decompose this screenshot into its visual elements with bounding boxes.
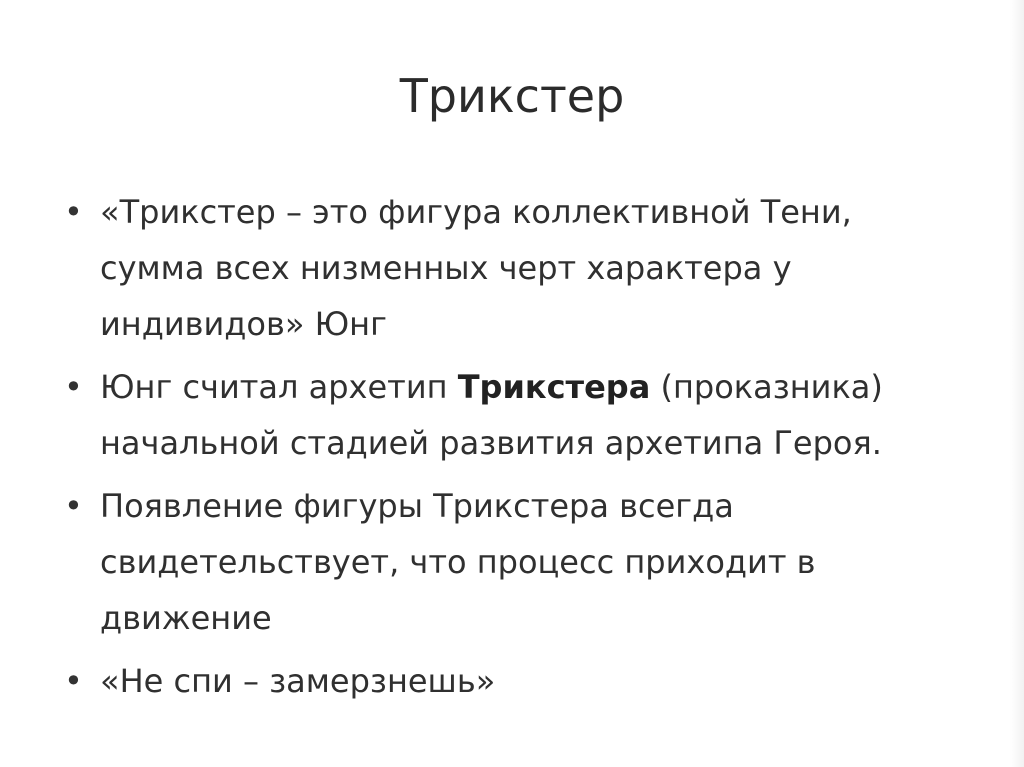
bullet-text-3: Появление фигуры Трикстера всегда свидетельствует, что процесс приходит в движение xyxy=(100,487,816,637)
bullet-text-2 xyxy=(100,359,944,471)
bullet-list xyxy=(64,184,944,716)
bullet-text-2-bold: Трикстера xyxy=(457,368,651,406)
bullet-marker: • xyxy=(64,487,83,525)
bullet-item-2 xyxy=(64,359,944,471)
bullet-item-4 xyxy=(64,653,944,709)
bullet-text-2-before: Юнг считал архетип xyxy=(100,368,458,406)
bullet-text-4: «Не спи – замерзнешь» xyxy=(100,662,496,700)
bullet-marker: • xyxy=(64,193,83,231)
bullet-text-2-after: (проказника) начальной стадией развития архетипа Героя. xyxy=(100,368,883,462)
bullet-item-3 xyxy=(64,478,944,646)
bullet-item-1 xyxy=(64,184,944,352)
slide-title: Трикстер xyxy=(399,69,625,123)
bullet-marker: • xyxy=(64,662,83,700)
bullet-marker: • xyxy=(64,368,83,406)
bullet-text-1: «Трикстер – это фигура коллективной Тени, сумма всех низменных черт характера у индивидов» Юнг xyxy=(100,193,852,343)
